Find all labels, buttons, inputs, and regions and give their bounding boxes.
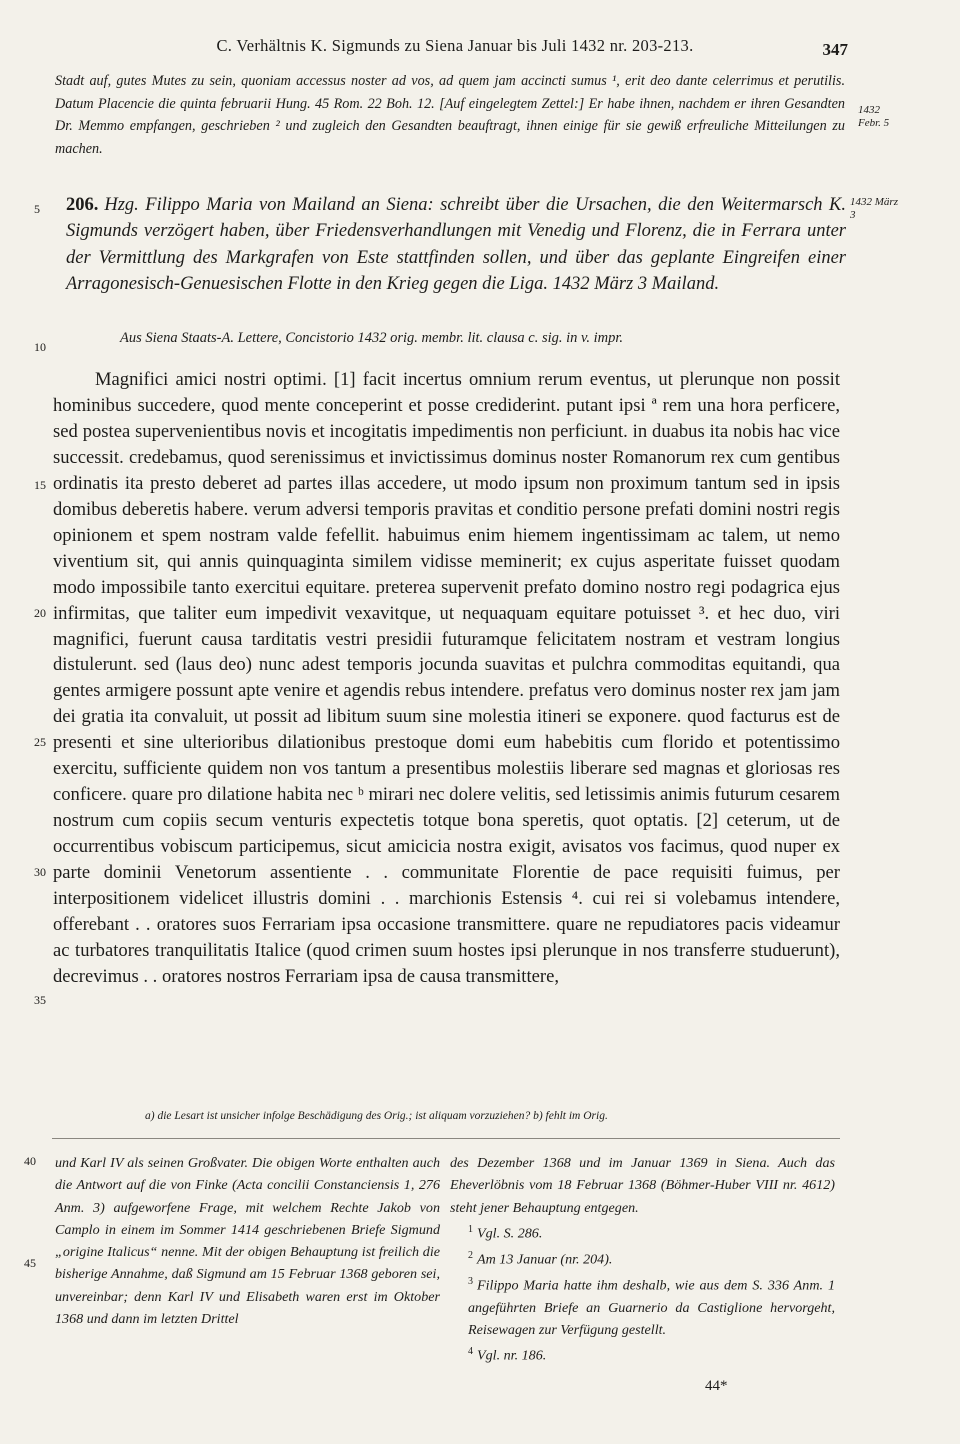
previous-document-ending [55,70,845,160]
footnote-3: $^3$ Filippo Maria hatte ihm deshalb, wie aus dem S. 336 Anm. 1 angeführten Briefe an Guarnerio da Castiglione hervorgeht, Reisewagen zur Verfügung gestellt. [468,1275,835,1339]
line-number: 15 [34,478,46,492]
line-number: 30 [34,865,46,879]
line-number: 5 [34,202,40,216]
critical-apparatus: a) die Lesart ist unsicher infolge Beschädigung des Orig.; ist aliquam vorzuziehen? b) fehlt im Orig. [145,1110,608,1122]
line-number: 25 [34,735,46,749]
letter-text: Magnifici amici nostri optimi. [1] facit incertus omnium rerum eventus, ut plerunque non possit hominibus succedere, quod mente conceperint et posse crediderint. putant ipsi ª rem una hora perficere, sed postea supervenientibus novis et incogitatis impedimentis non perficiunt. in duabus ita nobis hac vice successit. credebamus, quod serenissimus et invictissimus dominus noster Romanorum rex cum gentibus ordinatis ita presto deberet ad partes illas accedere, ut modo ipsum non proximum tantum sed in ipsis domibus deberetis habere. verum adversi temporis pravitas et conditio persone prefati domini nostri regis opinionem et spem nostram valde fefellit. habuimus enim hiemem ingentissimam ac talem, ut nemo viventium sit, qui annis quinquaginta similem vidisse meminerit; ex cujus asperitate fuisset quodam modo impossibile tanto exercitui equitare. preterea supervenit prefato domino nostro regi podagrica ejus infirmitas, que taliter eum impedivit vexavitque, ut nequaquam equitare potuisset ³. et hec duo, viri magnifici, fuerunt causa tarditatis vestri presidii futuramque felicitatem nostram et vestram longius distulerunt. sed (laus deo) nunc adest temporis jocunda suavitas et pulchra commoditas equitandi, qua gentes armigere possunt apte venire et agendis rebus intendere. prefatus vero dominus noster rex jam jam dei gratia ita convaluit, ut possit ad libitum suum sine molestia itineri se exponere. quod facturus est de presenti et sine ulterioribus dilationibus prestoque domi eum habebitis cum florido et potentissimo exercitu, sufficiente quidem non vos tantum a presentibus molestiis liberare sed magnas et gloriosas res conficere. quare pro dilatione habita nec ᵇ mirari nec dolere velitis, sed letissimis animis futurum cesarem nostrum cum copiis secum venturis expectetis totque bona speretis, quot optatis. [2] ceterum, ut de occurrentibus vobiscum participemus, sicut amicicia nostra exigit, avisatos vos facimus, quod nuper ex parte dominii Venetorum assentiente . . communitate Florentie de pace requisiti fuimus, per interpositionem videlicet illustris domini . . marchionis Estensis ⁴. cui rei si volebamus intendere, offerebant . . oratores suos Ferrariam ipsa occasione transmittere. quare ne repudiatores pacis videamur ac turbatores tranquilitatis Italice (quod crimen suum hostes ipsi plerunque in nos transferre studuerunt), decrevimus . . oratores nostros Ferrariam ipsa de causa transmittere, [53,369,840,987]
margin-date-intro: 1432 Febr. 5 [858,104,890,129]
intro-text: Stadt auf, gutes Mutes zu sein, quoniam accessus noster ad vos, ad quem jam accincti sumus ¹, erit deo dante celerrimus et perutilis. Datum Placencie die quinta februarii Hung. 45 Rom. 22 Boh. 12. [Auf eingelegtem Zettel:] Er habe ihnen, nachdem er ihren Gesandten Dr. Memmo empfangen, geschrieben ² und zugleich den Gesandten beauftragt, ihnen einige für sie gewiß erfreuliche Mitteilungen zu machen. [55,73,845,157]
footnote-continued-text: und Karl IV als seinen Großvater. Die obigen Worte enthalten auch die Antwort auf die von Finke (Acta concilii Constanciensis 1, 276 Anm. 3) aufgeworfene Frage, mit welchem Rechte Jakob von Camplo in einem im Sommer 1414 geschriebenen Briefe Sigmund „origine Italicus“ nenne. Mit der obigen Behauptung ist freilich die bisherige Annahme, daß Sigmund am 15 Februar 1368 geboren sei, unvereinbar; denn Karl IV und Elisabeth waren erst im Oktober 1368 und dann im letzten Drittel [55,1155,440,1328]
page-number: 347 [822,40,848,59]
document-number: 206. [66,195,99,215]
line-number: 20 [34,606,46,620]
footnote-continued-text: des Dezember 1368 und im Januar 1369 in Siena. Auch das Eheverlöbnis vom 18 Februar 1368 (Böhmer-Huber VIII nr. 4612) steht jener Behauptung entgegen. [450,1155,835,1216]
footnote-4: $^4$ Vgl. nr. 186. [468,1346,547,1365]
printer-signature: 44* [705,1378,728,1394]
line-number: 10 [34,340,46,354]
footnote-column-right [450,1152,835,1367]
source-line: Aus Siena Staats-A. Lettere, Concistorio 1432 orig. membr. lit. clausa c. sig. in v. impr. [120,330,624,346]
margin-date-document: 1432 März 3 [850,196,898,221]
line-number: 40 [24,1154,36,1168]
line-number: 35 [34,993,46,1007]
footnote-1: $^1$ Vgl. S. 286. [468,1223,543,1242]
footnote-divider [52,1138,840,1139]
running-header: C. Verhältnis K. Sigmunds zu Siena Januar bis Juli 1432 nr. 203-213. [216,36,694,55]
document-regest [66,192,846,297]
letter-body [53,367,840,990]
line-number: 45 [24,1256,36,1270]
footnote-column-left [55,1152,440,1330]
footnote-2: $^2$ Am 13 Januar (nr. 204). [468,1249,613,1268]
regest-text: Hzg. Filippo Maria von Mailand an Siena: schreibt über die Ursachen, die den Weitermarsch K. Sigmunds verzögert haben, über Friedensverhandlungen mit Venedig und Florenz, die in Ferrara unter der Vermittlung des Markgrafen von Este stattfinden sollen, und über das geplante Eingreifen einer Arragonesisch-Genuesischen Flotte in den Krieg gegen die Liga. 1432 März 3 Mailand. [66,195,846,294]
